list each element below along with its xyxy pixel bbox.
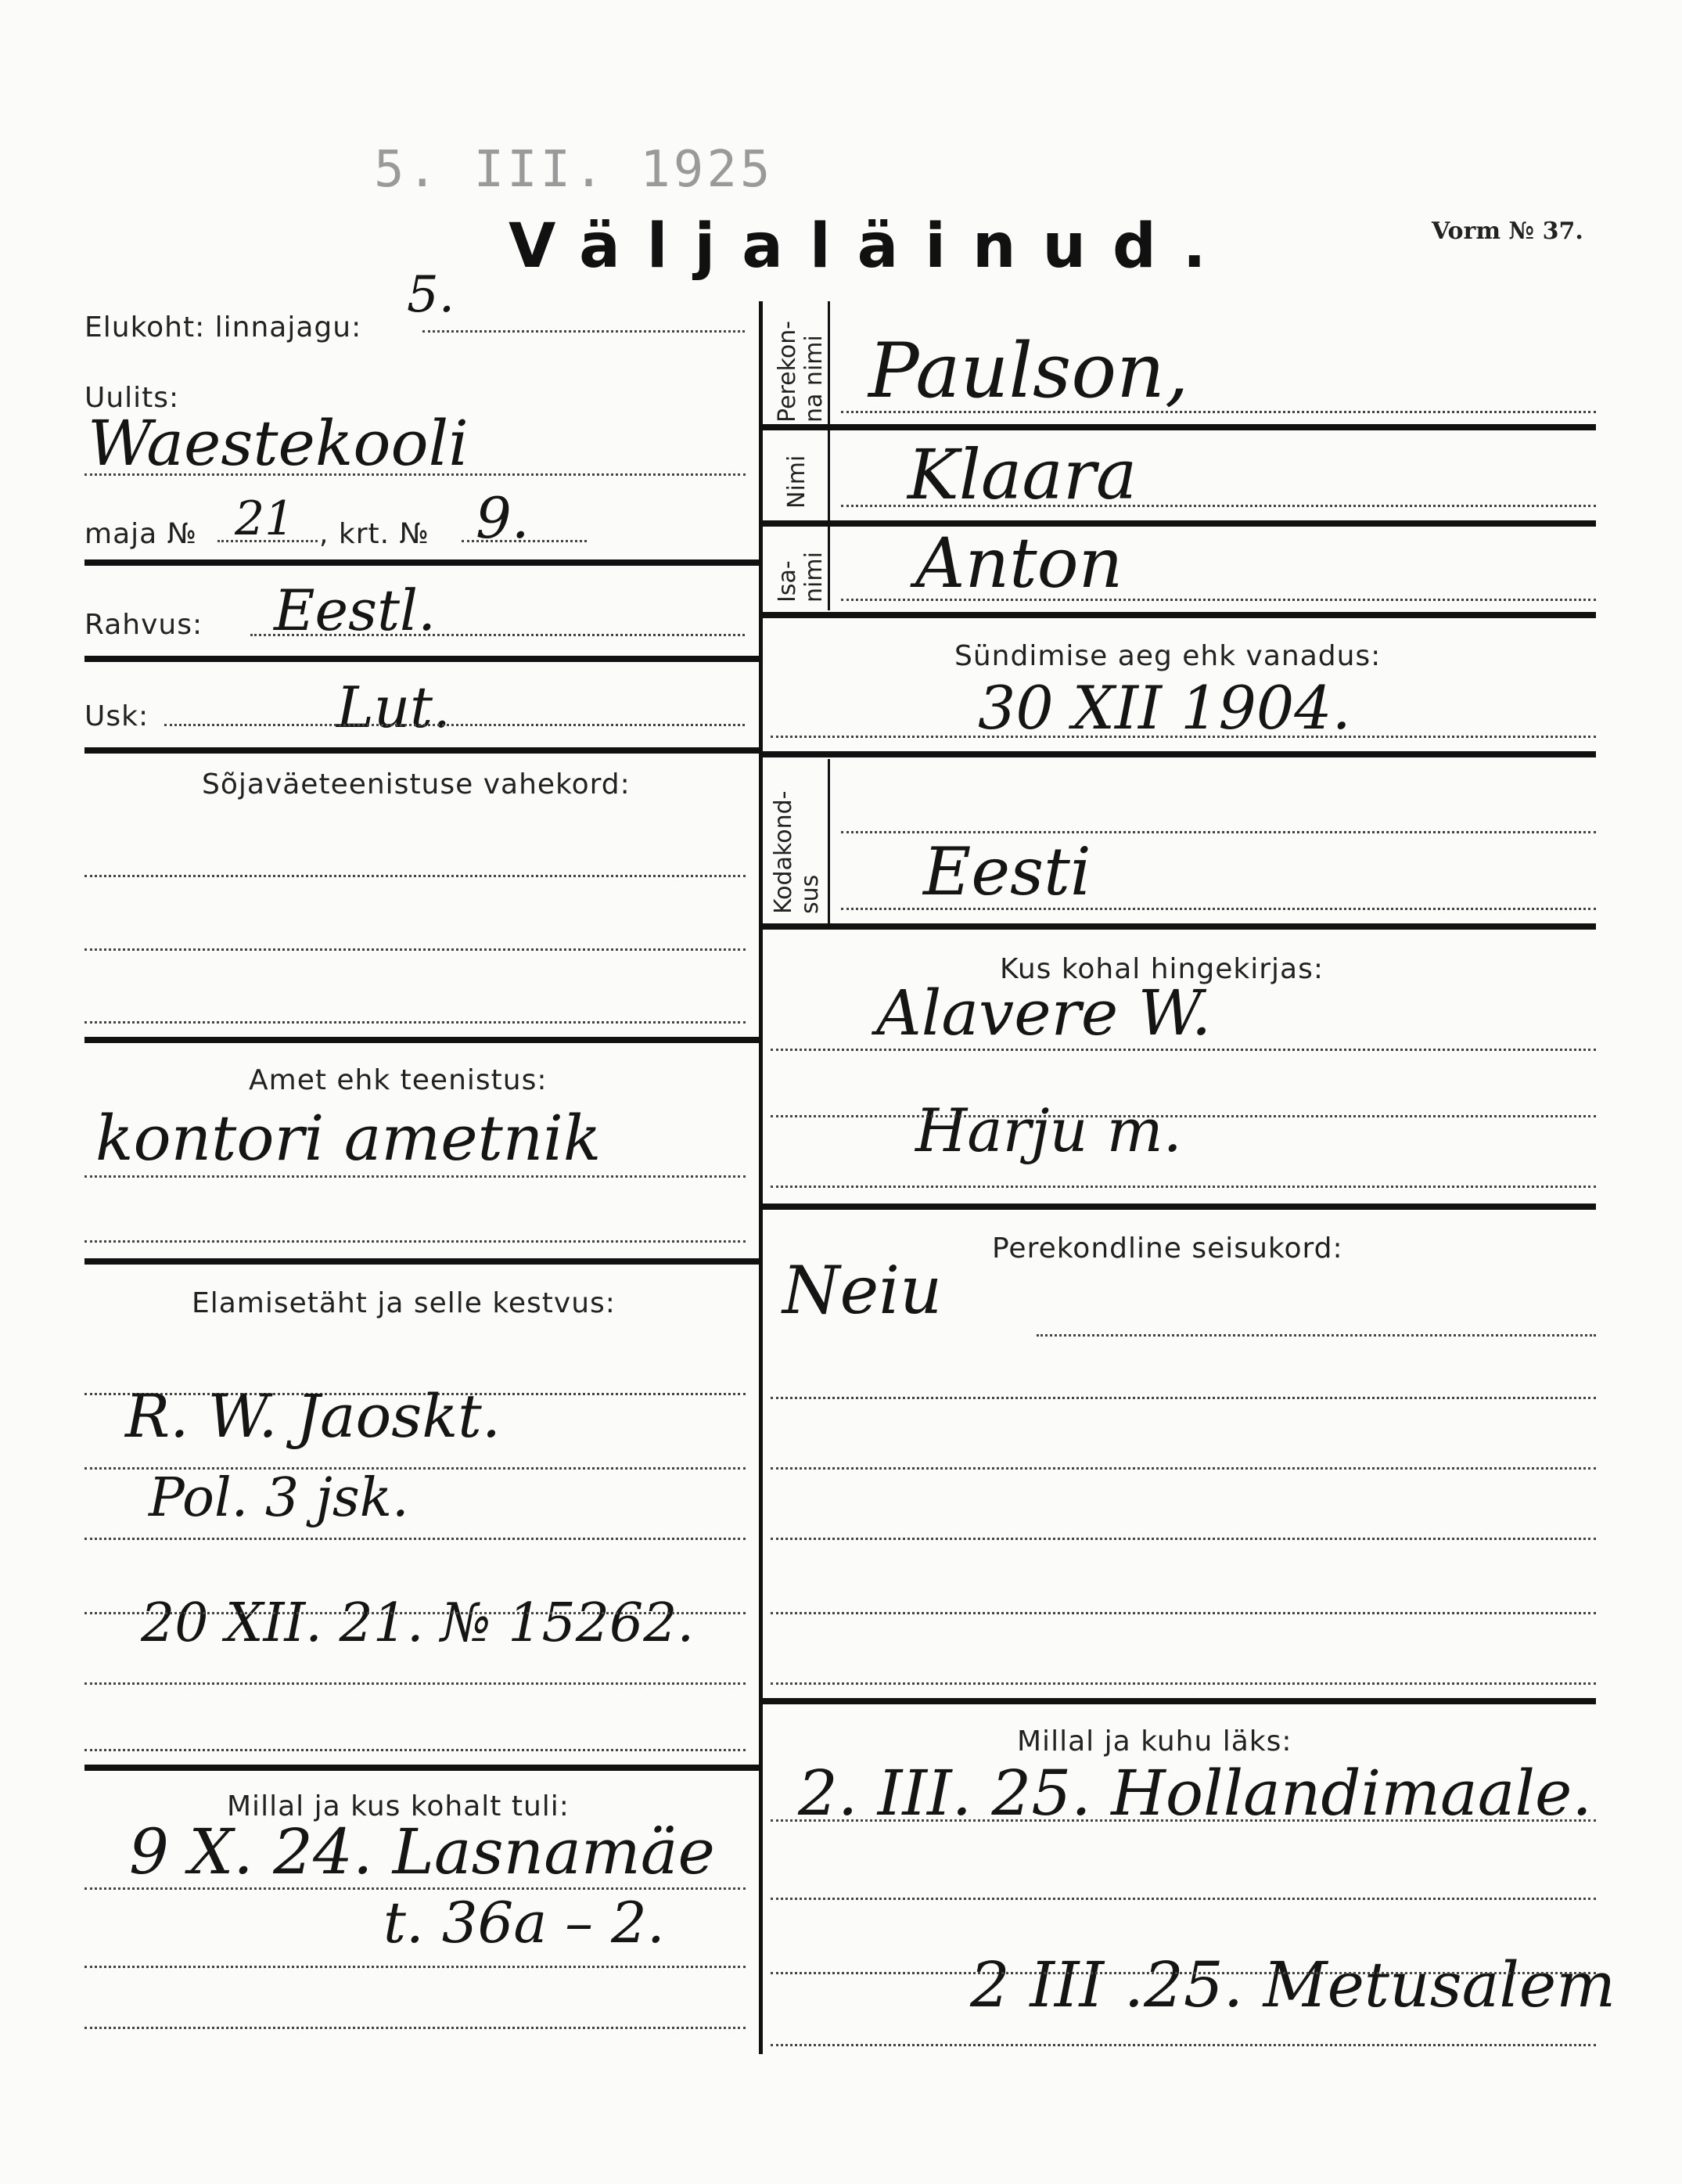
krt-value: 9. [476, 485, 530, 551]
elukoht-line [422, 330, 745, 333]
seisukord-line-5 [771, 1612, 1596, 1614]
sojavae-label: Sõjaväeteenistuse vahekord: [202, 768, 631, 801]
left-rule-4 [84, 1037, 759, 1043]
maja-value: 21 [235, 491, 295, 546]
right-inner-divider-top [828, 301, 830, 610]
elamiset-line-2-value: Pol. 3 jsk. [149, 1467, 409, 1529]
millal-laks-line-3 [771, 1972, 1596, 1974]
elamiset-line-5 [84, 1682, 746, 1685]
hingekirjas-line-2 [771, 1115, 1596, 1117]
usk-value: Lut. [336, 675, 451, 740]
millal-tuli-line-2 [84, 1966, 746, 1968]
ulits-line [84, 473, 746, 476]
elamiset-label: Elamisetäht ja selle kestvus: [192, 1287, 616, 1319]
maja-line [217, 540, 318, 542]
rahvus-value: Eestl. [274, 577, 436, 643]
left-rule-5 [84, 1258, 759, 1265]
millal-laks-line-2 [771, 1898, 1596, 1900]
nimi-value: Klaara [907, 434, 1138, 515]
maja-label: maja № [84, 518, 198, 550]
millal-laks-label: Millal ja kuhu läks: [1017, 1725, 1292, 1758]
millal-laks-line-4 [771, 2044, 1596, 2046]
isanimi-line [841, 599, 1596, 601]
millal-tuli-line-1-value: 9 X. 24. Lasnamäe [129, 1815, 715, 1888]
amet-label: Amet ehk teenistus: [249, 1064, 548, 1096]
elamiset-line-4 [84, 1612, 746, 1614]
left-rule-1 [84, 559, 759, 566]
seisukord-label: Perekondline seisukord: [992, 1232, 1343, 1265]
kodakondsus-line-2 [841, 908, 1596, 910]
rahvus-line [250, 634, 745, 636]
right-rule-6 [759, 1204, 1596, 1210]
perekonnanimi-label: Perekon- na nimi [774, 320, 828, 423]
rahvus-label: Rahvus: [84, 609, 203, 641]
seisukord-line-4 [771, 1538, 1596, 1540]
seisukord-line-1 [1037, 1334, 1596, 1337]
seisukord-line-2 [771, 1397, 1596, 1399]
sundimise-value: 30 XII 1904. [978, 673, 1351, 743]
millal-tuli-label: Millal ja kus kohalt tuli: [227, 1790, 570, 1822]
millal-tuli-line-2-value: t. 36a – 2. [383, 1890, 665, 1956]
millal-laks-line-1-value: 2. III. 25. Hollandimaale. [798, 1757, 1592, 1830]
millal-tuli-line-3 [84, 2027, 746, 2029]
center-divider [759, 301, 763, 2054]
left-rule-6 [84, 1765, 759, 1771]
usk-line [164, 724, 745, 726]
hingekirjas-line-2-value: Harju m. [915, 1096, 1182, 1165]
date-stamp: 5. III. 1925 [374, 141, 774, 199]
elukoht-value: 5. [407, 266, 455, 324]
form-number: Vorm № 37. [1432, 218, 1583, 245]
hingekirjas-line-1-value: Alavere W. [876, 977, 1212, 1049]
right-rule-1 [759, 424, 1596, 430]
millal-laks-line-2-value: 2 III .25. Metusalem [970, 1948, 1616, 2021]
perekonnanimi-value: Paulson, [868, 327, 1189, 415]
sundimise-line [771, 736, 1596, 738]
krt-label: , krt. № [319, 518, 429, 550]
krt-line [462, 540, 587, 542]
right-rule-5 [759, 923, 1596, 930]
ulits-label: Uulits: [84, 382, 180, 414]
sojavae-line-2 [84, 948, 746, 951]
left-rule-2 [84, 656, 759, 662]
kodakondsus-label: Kodakond- sus [770, 790, 824, 914]
sundimise-label: Sündimise aeg ehk vanadus: [954, 640, 1382, 672]
isanimi-label: Isa- nimi [774, 552, 828, 603]
elamiset-line-6 [84, 1749, 746, 1751]
hingekirjas-line-3 [771, 1186, 1596, 1188]
right-inner-divider-mid [828, 759, 830, 927]
elamiset-line-1-value: R. W. Jaoskt. [125, 1381, 501, 1451]
perekonnanimi-line [841, 411, 1596, 413]
sojavae-line-3 [84, 1021, 746, 1024]
amet-line-1 [84, 1175, 746, 1178]
document-title: Väljaläinud. [509, 211, 1233, 282]
amet-value: kontori ametnik [95, 1102, 602, 1175]
elamiset-line-3-value: 20 XII. 21. № 15262. [141, 1592, 695, 1654]
hingekirjas-line-1 [771, 1049, 1596, 1051]
seisukord-value: Neiu [782, 1252, 943, 1329]
nimi-label: Nimi [783, 455, 810, 509]
sojavae-line-1 [84, 875, 746, 877]
left-rule-3 [84, 747, 759, 754]
usk-label: Usk: [84, 700, 149, 732]
seisukord-line-6 [771, 1682, 1596, 1685]
kodakondsus-value: Eesti [923, 833, 1091, 910]
isanimi-value: Anton [915, 523, 1123, 603]
right-rule-3 [759, 612, 1596, 618]
right-rule-7 [759, 1698, 1596, 1704]
right-rule-2 [759, 520, 1596, 527]
nimi-line [841, 505, 1596, 507]
seisukord-line-3 [771, 1467, 1596, 1470]
amet-line-2 [84, 1240, 746, 1243]
elamiset-line-3 [84, 1538, 746, 1540]
hingekirjas-label: Kus kohal hingekirjas: [1000, 953, 1324, 985]
right-rule-4 [759, 751, 1596, 757]
elukoht-label: Elukoht: linnajagu: [84, 311, 362, 344]
millal-laks-line-1 [771, 1819, 1596, 1822]
ulits-value: Waestekooli [88, 407, 469, 480]
